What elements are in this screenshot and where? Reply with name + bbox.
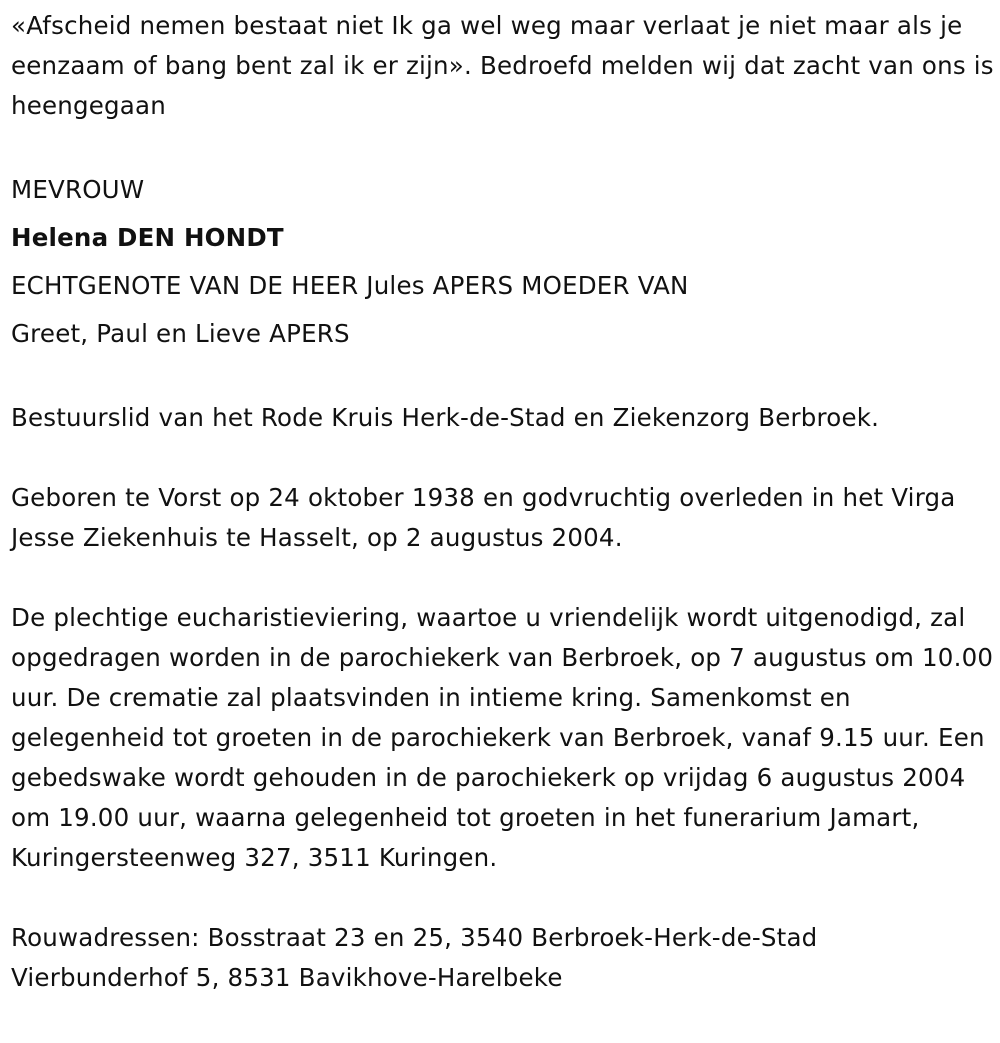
deceased-name: Helena DEN HONDT — [11, 223, 284, 252]
birth-death-paragraph: Geboren te Vorst op 24 oktober 1938 en godvruchtig overleden in het Virga Jesse Ziekenhuis te Hasselt, op 2 augustus 2004. — [11, 483, 956, 552]
spouse-line: ECHTGENOTE VAN DE HEER Jules APERS MOEDER VAN — [11, 271, 689, 300]
address-line-1: Rouwadressen: Bosstraat 23 en 25, 3540 Berbroek-Herk-de-Stad — [11, 923, 818, 952]
ceremony-paragraph: De plechtige eucharistieviering, waartoe u vriendelijk wordt uitgenodigd, zal opgedragen worden in de parochiekerk van Berbroek, op 7 augustus om 10.00 uur. De crematie zal plaatsvinden in intieme kring. Samenkomst en gelegenheid tot groeten in de parochiekerk van Berbroek, vanaf 9.15 uur. Een gebedswake wordt gehouden in de parochiekerk op vrijdag 6 augustus 2004 om 19.00 uur, waarna gelegenheid tot groeten in het funerarium Jamart, Kuringersteenweg 327, 3511 Kuringen. — [11, 603, 994, 872]
spacer — [11, 878, 996, 918]
spacer — [11, 126, 996, 166]
children-line: Greet, Paul en Lieve APERS — [11, 319, 350, 348]
obituary-notice — [11, 6, 996, 998]
spacer — [11, 438, 996, 478]
address-line-2: Vierbunderhof 5, 8531 Bavikhove-Harelbeke — [11, 963, 563, 992]
spacer — [11, 558, 996, 598]
title-prefix: MEVROUW — [11, 175, 145, 204]
intro-paragraph: «Afscheid nemen bestaat niet Ik ga wel weg maar verlaat je niet maar als je eenzaam of bang bent zal ik er zijn». Bedroefd melden wij dat zacht van ons is heengegaan — [11, 11, 994, 120]
board-member-paragraph: Bestuurslid van het Rode Kruis Herk-de-Stad en Ziekenzorg Berbroek. — [11, 403, 880, 432]
spacer — [11, 358, 996, 398]
